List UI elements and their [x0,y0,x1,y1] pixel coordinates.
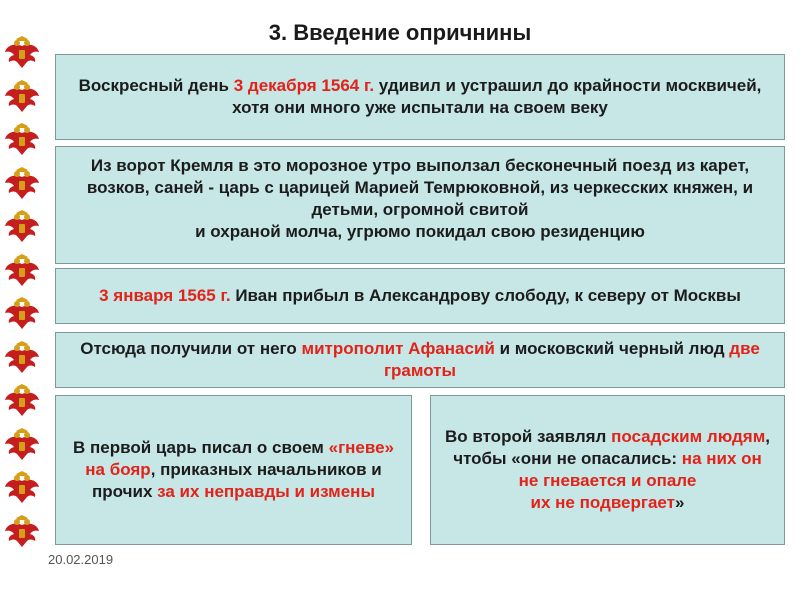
box2-line-1: Из ворот Кремля в это морозное утро выползал бесконечный поезд из карет, возков, саней - царь с царицей Марией Темрюковной, из черкесских княжен, и детьми, огромной свитой [86,156,754,219]
box6-no-disgrace-highlight: их не подвергает [530,493,675,512]
box1-text-2: удивил и устрашил до крайности москвичей, хотя они много уже испытали на своем веку [232,76,762,117]
double-headed-eagle-icon [2,339,42,379]
box5-treason-highlight: за их неправды и измены [157,482,375,501]
text-box-january-1565 [55,268,785,324]
slide-date: 20.02.2019 [48,552,114,567]
eagle-column [2,34,44,556]
box4-metropolitan-highlight: митрополит Афанасий [301,339,495,358]
box3-date-highlight: 3 января 1565 г. [99,286,231,305]
text-box-first-letter [55,395,412,545]
text-box-december-1564 [55,54,785,140]
double-headed-eagle-icon [2,208,42,248]
box5-wrath-highlight: «гневе» на бояр [85,438,395,479]
text-box-second-letter [430,395,785,545]
box2-line-2: и охраной молча, угрюмо покидал свою резиденцию [195,222,645,241]
box3-text-1: Иван прибыл в Александрову слободу, к северу от Москвы [230,286,741,305]
box6-text-3: » [674,493,685,512]
box6-townspeople-highlight: посадским людям [611,427,766,446]
double-headed-eagle-icon [2,382,42,422]
text-box-kremlin-departure [55,146,785,264]
box5-text-2: , приказных начальников и прочих [92,460,382,501]
double-headed-eagle-icon [2,165,42,205]
box6-text-2: , чтобы «они не опасались: [453,427,771,468]
text-box-two-letters [55,332,785,388]
slide-title: 3. Введение опричнины [268,20,532,45]
double-headed-eagle-icon [2,34,42,74]
box1-text-1: Воскресный день [78,76,234,95]
double-headed-eagle-icon [2,469,42,509]
box5-text-1: В первой царь писал о своем [72,438,329,457]
double-headed-eagle-icon [2,121,42,161]
double-headed-eagle-icon [2,252,42,292]
double-headed-eagle-icon [2,295,42,335]
double-headed-eagle-icon [2,513,42,553]
box4-letters-highlight: две грамоты [383,339,760,380]
box4-text-2: и московский черный люд [494,339,730,358]
double-headed-eagle-icon [2,78,42,118]
box6-text-1: Во второй заявлял [444,427,612,446]
double-headed-eagle-icon [2,426,42,466]
box1-date-highlight: 3 декабря 1564 г. [233,76,375,95]
box4-text-1: Отсюда получили от него [80,339,302,358]
box6-not-angry-highlight: на них он не гневается и опале [518,449,762,490]
